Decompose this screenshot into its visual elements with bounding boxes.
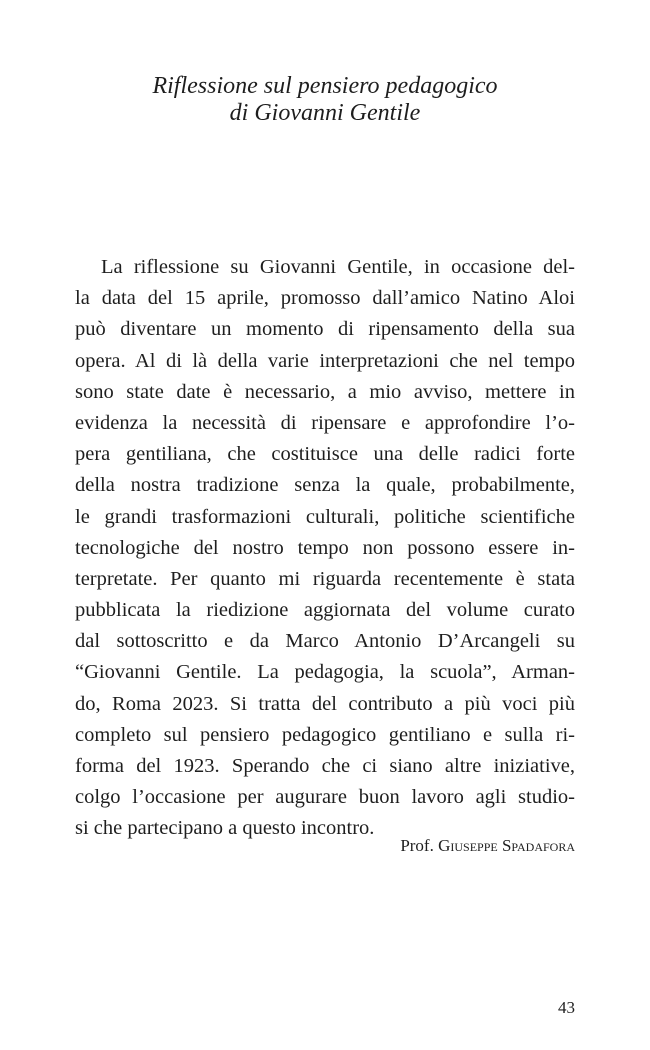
signature-name: Giuseppe Spadafora (438, 836, 575, 855)
body-paragraph (75, 252, 575, 845)
body-line: può diventare un momento di ripensamento della sua (75, 318, 575, 341)
author-signature (400, 836, 575, 856)
body-line: la data del 15 aprile, promosso dall’amico Natino Aloi (75, 287, 575, 310)
body-line: evidenza la necessità di ripensare e approfondire l’o- (75, 411, 575, 434)
body-line: pubblicata la riedizione aggiornata del volume curato (75, 599, 575, 622)
body-line: tecnologiche del nostro tempo non possono essere in- (75, 536, 575, 559)
body-line: sono state date è necessario, a mio avviso, mettere in (75, 380, 575, 403)
body-line: le grandi trasformazioni culturali, politiche scientifiche (75, 505, 575, 528)
chapter-title (0, 73, 650, 127)
body-line: della nostra tradizione senza la quale, probabilmente, (75, 474, 575, 497)
page-number: 43 (558, 998, 575, 1017)
chapter-title-line-1: Riflessione sul pensiero pedagogico (152, 73, 498, 99)
body-line: pera gentiliana, che costituisce una delle radici forte (75, 443, 575, 466)
body-line: opera. Al di là della varie interpretazioni che nel tempo (75, 349, 575, 372)
body-line: terpretate. Per quanto mi riguarda recentemente è stata (75, 567, 575, 590)
body-line: do, Roma 2023. Si tratta del contributo a più voci più (75, 692, 575, 715)
body-line: La riflessione su Giovanni Gentile, in occasione del- (101, 256, 575, 278)
body-line: forma del 1923. Sperando che ci siano altre iniziative, (75, 755, 575, 777)
chapter-title-line-2: di Giovanni Gentile (229, 100, 421, 126)
body-line: “Giovanni Gentile. La pedagogia, la scuola”, Arman- (75, 661, 575, 684)
body-line: dal sottoscritto e da Marco Antonio D’Arcangeli su (75, 630, 575, 653)
signature-prefix: Prof. (400, 836, 434, 855)
body-line: completo sul pensiero pedagogico gentiliano e sulla ri- (75, 723, 575, 746)
body-line: si che partecipano a questo incontro. (75, 817, 375, 840)
body-line: colgo l’occasione per augurare buon lavoro agli studio- (75, 786, 575, 809)
